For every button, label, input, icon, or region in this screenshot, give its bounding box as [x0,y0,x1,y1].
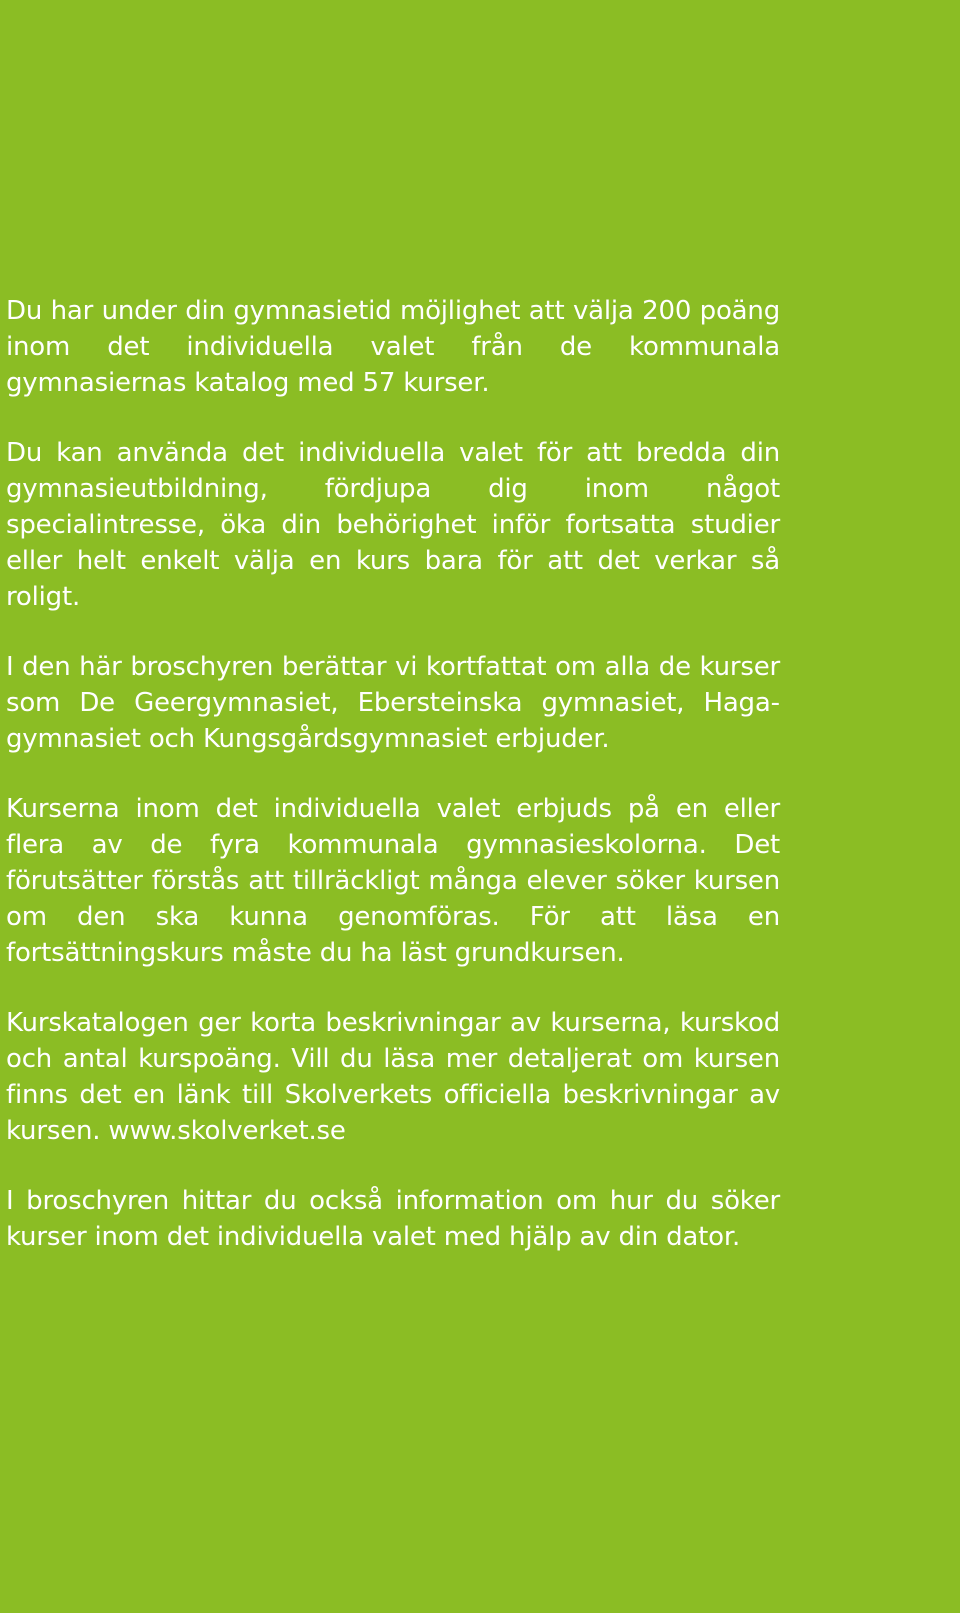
intro-paragraph-1: Du har under din gymnasietid möjlighet att välja 200 poäng inom det individuella valet från de kommunala gymnasiernas katalog med 57 kurser. [6,296,780,398]
intro-paragraph-6: I broschyren hittar du också information om hur du söker kurser inom det individuella valet med hjälp av din dator. [6,1186,780,1252]
intro-paragraph-2: Du kan använda det individuella valet för att bredda din gymnasieutbildning, fördjupa dig inom något specialintresse, öka din behörighet inför fortsatta studier eller helt enkelt välja en kurs bara för att det verkar så roligt. [6,438,780,612]
intro-paragraph-5: Kurskatalogen ger korta beskrivningar av kurserna, kurskod och antal kurspoäng. Vill du läsa mer detaljerat om kursen finns det en länk till Skolverkets officiella beskrivningar av kursen. www.skolverket.se [6,1008,780,1146]
intro-text [6,293,780,1289]
intro-paragraph-3: I den här broschyren berättar vi kortfattat om alla de kurser som De Geergymnasiet, Ebersteinska gymnasiet, Hagagymnasiet och Kungsgårdsgymnasiet erbjuder. [6,652,780,754]
intro-paragraph-4: Kurserna inom det individuella valet erbjuds på en eller flera av de fyra kommunala gymnasieskolorna. Det förutsätter förstås att tillräckligt många elever söker kursen om den ska kunna genomföras. För att läsa en fortsättningskurs måste du ha läst grundkursen. [6,794,780,968]
